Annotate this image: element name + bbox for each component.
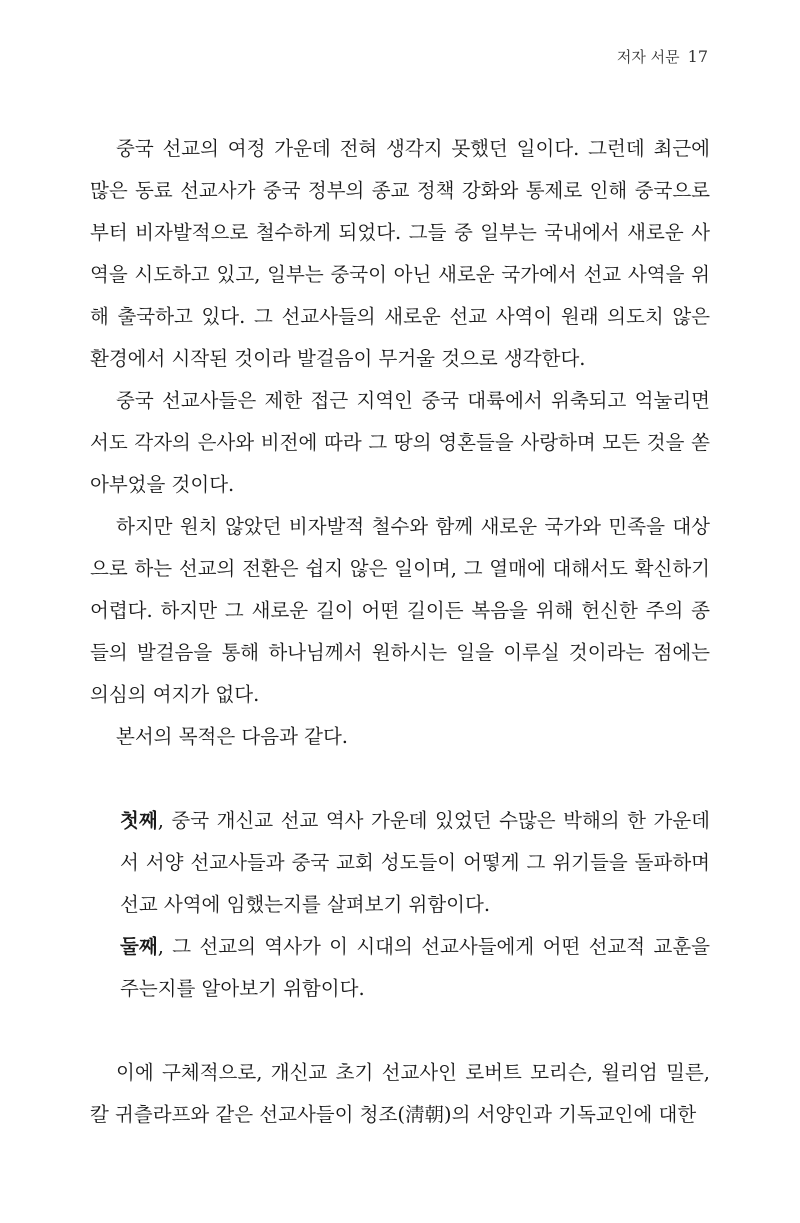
item-text: , 그 선교의 역사가 이 시대의 선교사들에게 어떤 선교적 교훈을 주는지를 알아보기 위함이다. (120, 935, 710, 1000)
section-gap (90, 1010, 710, 1052)
item-label: 둘째 (120, 935, 158, 958)
running-header (617, 46, 708, 67)
chapter-title: 저자 서문 (616, 48, 680, 66)
paragraph-missionaries: 중국 선교사들은 제한 접근 지역인 중국 대륙에서 위축되고 억눌리면서도 각자의 은사와 비전에 따라 그 땅의 영혼들을 사랑하며 모든 것을 쏟아부었을 것이다. (90, 389, 710, 496)
paragraph-specifics: 이에 구체적으로, 개신교 초기 선교사인 로버트 모리슨, 윌리엄 밀른, 칼 귀츨라프와 같은 선교사들이 청조(淸朝)의 서양인과 기독교인에 대한 (90, 1061, 710, 1126)
page-body (90, 128, 710, 1136)
purpose-item-first (120, 800, 710, 926)
paragraph-transition: 하지만 원치 않았던 비자발적 철수와 함께 새로운 국가와 민족을 대상으로 하는 선교의 전환은 쉽지 않은 일이며, 그 열매에 대해서도 확신하기 어렵다. 하지만 그 새로운 길이 어떤 길이든 복음을 위해 헌신한 주의 종들의 발걸음을 통해 하나님께서 원하시는 일을 이루실 것이라는 점에는 의심의 여지가 없다. (90, 515, 710, 706)
purpose-item-second (120, 926, 710, 1010)
paragraph-purpose: 본서의 목적은 다음과 같다. (116, 725, 349, 748)
item-text: , 중국 개신교 선교 역사 가운데 있었던 수많은 박해의 한 가운데서 서양 선교사들과 중국 교회 성도들이 어떻게 그 위기들을 돌파하며 선교 사역에 임했는지를 살펴보기 위함이다. (120, 809, 710, 916)
paragraph-intro: 중국 선교의 여정 가운데 전혀 생각지 못했던 일이다. 그런데 최근에 많은 동료 선교사가 중국 정부의 종교 정책 강화와 통제로 인해 중국으로부터 비자발적으로 철수하게 되었다. 그들 중 일부는 국내에서 새로운 사역을 시도하고 있고, 일부는 중국이 아닌 새로운 국가에서 선교 사역을 위해 출국하고 있다. 그 선교사들의 새로운 선교 사역이 원래 의도치 않은 환경에서 시작된 것이라 발걸음이 무거울 것으로 생각한다. (90, 137, 710, 370)
section-gap (90, 758, 710, 800)
item-label: 첫째 (120, 809, 158, 832)
page-number: 17 (687, 47, 708, 66)
